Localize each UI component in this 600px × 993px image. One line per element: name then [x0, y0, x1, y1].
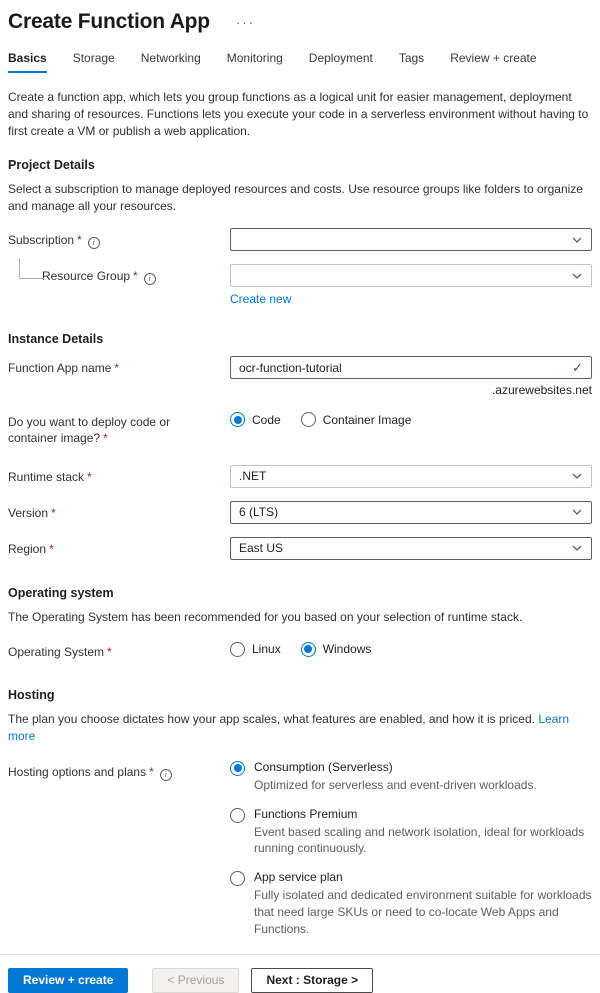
chevron-down-icon — [571, 542, 583, 554]
hosting-functions-premium-radio[interactable]: Functions Premium Event based scaling and network isolation, ideal for workloads running continuously. — [230, 807, 592, 858]
required-asterisk: * — [77, 233, 82, 248]
subscription-row — [8, 228, 592, 251]
required-asterisk: * — [103, 431, 108, 446]
subscription-label: Subscription * i — [8, 228, 230, 249]
chevron-down-icon — [571, 270, 583, 282]
required-asterisk: * — [87, 469, 92, 484]
chevron-down-icon — [571, 234, 583, 246]
create-new-link[interactable]: Create new — [230, 292, 292, 307]
required-asterisk: * — [133, 269, 138, 284]
operating-system-radio-group — [230, 640, 592, 657]
chevron-down-icon — [571, 470, 583, 482]
deploy-code-radio[interactable]: Code — [230, 412, 281, 427]
next-storage-button[interactable]: Next : Storage > — [251, 968, 373, 993]
hosting-app-service-plan-radio[interactable]: App service plan Fully isolated and dedicated environment suitable for workloads that need large SKUs or need to co-locate Web Apps and Functions. — [230, 870, 592, 937]
region-label: Region * — [8, 541, 54, 556]
hosting-consumption-radio[interactable]: Consumption (Serverless) Optimized for serverless and event-driven workloads. — [230, 760, 592, 794]
project-details-description: Select a subscription to manage deployed resources and costs. Use resource groups like folders to organize and manage all your resources. — [8, 182, 583, 214]
tab-monitoring[interactable]: Monitoring — [226, 51, 283, 65]
version-row — [8, 501, 592, 524]
function-app-name-row — [8, 356, 592, 397]
resource-group-dropdown[interactable] — [230, 264, 592, 287]
radio-unselected-icon — [230, 871, 245, 886]
project-details-heading: Project Details — [8, 158, 95, 173]
deploy-container-radio[interactable]: Container Image — [301, 412, 412, 427]
os-linux-radio[interactable]: Linux — [230, 642, 281, 657]
required-asterisk: * — [149, 764, 154, 779]
tab-review-create[interactable]: Review + create — [450, 51, 537, 65]
function-app-name-field — [230, 356, 592, 379]
hosting-options-row — [8, 760, 592, 938]
project-details-form — [8, 228, 592, 306]
required-asterisk: * — [114, 361, 120, 376]
wizard-footer — [0, 954, 600, 993]
chevron-down-icon — [571, 506, 583, 518]
hosting-options-label: Hosting options and plans * i — [8, 760, 230, 781]
previous-button[interactable]: < Previous — [152, 968, 239, 993]
deploy-mode-row — [8, 410, 592, 446]
resource-group-connector-line — [19, 258, 44, 279]
radio-unselected-icon — [230, 808, 245, 823]
resource-group-info-icon[interactable]: i — [144, 273, 156, 285]
version-label: Version * — [8, 505, 56, 520]
runtime-stack-dropdown[interactable]: .NET — [230, 465, 592, 488]
hosting-description: The plan you choose dictates how your app scales, what features are enabled, and how it is priced. Learn more — [8, 711, 570, 743]
radio-unselected-icon — [301, 412, 316, 427]
tab-storage[interactable]: Storage — [72, 51, 115, 65]
tab-networking[interactable]: Networking — [140, 51, 201, 65]
radio-unselected-icon — [230, 642, 245, 657]
version-dropdown[interactable]: 6 (LTS) — [230, 501, 592, 524]
subscription-info-icon[interactable]: i — [88, 237, 100, 249]
hosting-options-radio-group — [230, 760, 592, 938]
operating-system-row — [8, 640, 592, 660]
runtime-stack-row — [8, 465, 592, 488]
learn-more-link[interactable]: Learn more — [8, 711, 570, 743]
tab-basics[interactable]: Basics — [8, 51, 47, 73]
required-asterisk: * — [107, 644, 112, 659]
required-asterisk: * — [49, 541, 54, 556]
operating-system-heading: Operating system — [8, 585, 114, 600]
resource-group-label: Resource Group * i — [8, 264, 230, 285]
tab-deployment[interactable]: Deployment — [308, 51, 373, 65]
operating-system-description: The Operating System has been recommended for you based on your selection of runtime stack. — [8, 609, 523, 624]
subscription-dropdown[interactable] — [230, 228, 592, 251]
tab-tags[interactable]: Tags — [398, 51, 425, 65]
page-title: Create Function App — [8, 10, 210, 33]
radio-selected-icon — [230, 412, 245, 427]
review-create-button[interactable]: Review + create — [8, 968, 128, 993]
function-app-name-input[interactable] — [239, 361, 572, 375]
resource-group-row — [8, 264, 592, 306]
region-dropdown[interactable]: East US — [230, 537, 592, 560]
os-windows-radio[interactable]: Windows — [301, 642, 372, 657]
domain-suffix: .azurewebsites.net — [491, 383, 592, 398]
page-header — [8, 10, 592, 34]
wizard-tabs — [8, 51, 592, 73]
instance-details-form — [8, 356, 592, 559]
operating-system-label: Operating System * — [8, 644, 112, 659]
region-row — [8, 537, 592, 560]
hosting-heading: Hosting — [8, 687, 55, 702]
intro-text: Create a function app, which lets you group functions as a logical unit for easier management, deployment and sharing of resources. Functions lets you execute your code in a serverless environment without having to first create a VM or publish a web application. — [8, 90, 589, 139]
function-app-name-label: Function App name * — [8, 361, 120, 376]
valid-check-icon: ✓ — [572, 359, 583, 375]
required-asterisk: * — [51, 505, 56, 520]
deploy-mode-radio-group — [230, 410, 592, 427]
more-options-icon[interactable]: ··· — [235, 15, 255, 30]
deploy-mode-label: Do you want to deploy code or container image? * — [8, 415, 171, 446]
radio-selected-icon — [230, 761, 245, 776]
hosting-options-info-icon[interactable]: i — [160, 769, 172, 781]
runtime-stack-label: Runtime stack * — [8, 469, 92, 484]
instance-details-heading: Instance Details — [8, 332, 104, 347]
radio-selected-icon — [301, 642, 316, 657]
